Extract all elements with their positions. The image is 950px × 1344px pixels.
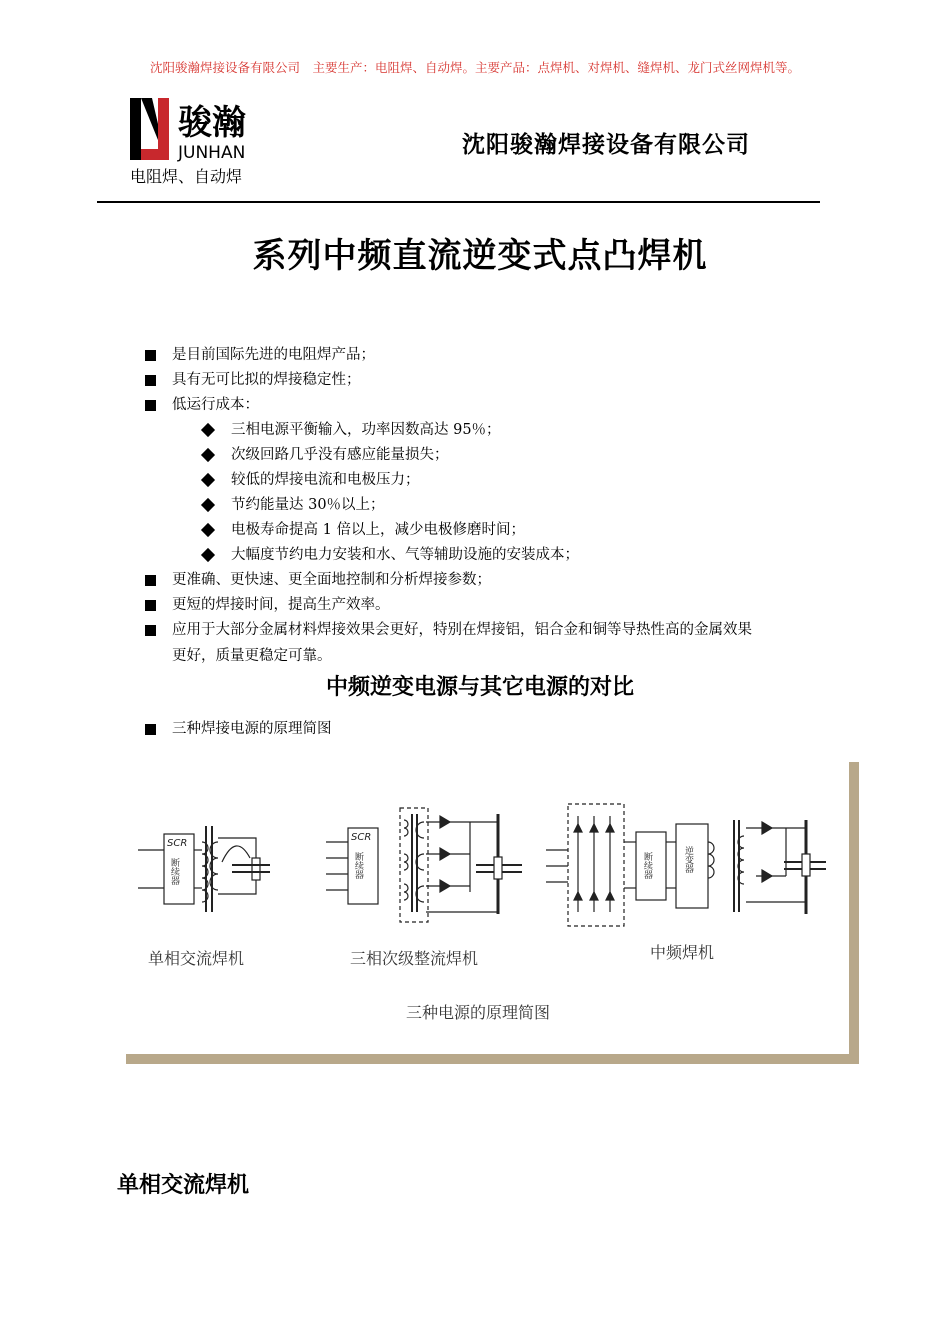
section-heading: 单相交流焊机	[117, 1173, 250, 1198]
comparison-title: 中频逆变电源与其它电源的对比	[325, 675, 634, 700]
sub-feature-item: 三相电源平衡输入，功率因数高达 95％；	[231, 422, 501, 438]
figure-caption: 三种电源的原理简图	[406, 1003, 551, 1022]
scr-label: SCR	[351, 832, 372, 843]
logo-tagline: 电阻焊、自动焊	[130, 167, 243, 186]
square-bullet-icon	[145, 625, 156, 636]
logo-bottom-bar	[141, 149, 169, 160]
company-name: 沈阳骏瀚焊接设备有限公司	[462, 132, 750, 158]
diamond-bullet-icon	[201, 498, 215, 512]
diamond-bullet-icon	[201, 548, 215, 562]
square-bullet-icon	[145, 600, 156, 611]
figure-frame-right	[849, 762, 859, 1064]
feature-item-continuation: 更好，质量更稳定可靠。	[172, 648, 332, 664]
sub-feature-item: 节约能量达 30％以上；	[231, 497, 385, 513]
page-title: 系列中频直流逆变式点凸焊机	[252, 236, 708, 276]
square-bullet-icon	[145, 375, 156, 386]
sub-feature-item: 较低的焊接电流和电极压力；	[231, 472, 420, 488]
square-bullet-icon	[145, 575, 156, 586]
square-bullet-icon	[145, 400, 156, 411]
diamond-bullet-icon	[201, 473, 215, 487]
feature-item: 具有无可比拟的焊接稳定性；	[172, 372, 361, 388]
logo-diagonal	[141, 98, 158, 140]
feature-item: 更准确、更快速、更全面地控制和分析焊接参数；	[172, 572, 491, 588]
power-supply-diagram	[126, 762, 859, 1064]
sub-feature-item: 次级回路几乎没有感应能量损失；	[231, 447, 449, 463]
header-company-line: 沈阳骏瀚焊接设备有限公司 主要生产：电阻焊、自动焊。主要产品：点焊机、对焊机、缝焊机、龙门式丝网焊机等。	[149, 60, 800, 75]
breaker-label: 断续器	[353, 852, 363, 879]
inverter-label: 逆变器	[683, 846, 693, 873]
figure-frame-bottom	[126, 1054, 859, 1064]
diagram-bullet-text: 三种焊接电源的原理简图	[172, 721, 332, 737]
feature-item: 是目前国际先进的电阻焊产品；	[172, 347, 375, 363]
sub-feature-item: 大幅度节约电力安装和水、气等辅助设施的安装成本；	[231, 547, 579, 563]
diamond-bullet-icon	[201, 448, 215, 462]
feature-item: 低运行成本：	[172, 397, 259, 413]
single-phase-ac-schematic	[138, 826, 270, 912]
header-divider	[97, 201, 820, 203]
logo-left-bar	[130, 98, 141, 160]
breaker-label: 断续器	[169, 858, 179, 885]
mid-frequency-label: 中频焊机	[650, 943, 715, 962]
sub-feature-item: 电极寿命提高 1 倍以上，减少电极修磨时间；	[231, 522, 525, 538]
diamond-bullet-icon	[201, 423, 215, 437]
logo-name-cn: 骏瀚	[178, 103, 246, 143]
breaker-label: 断续器	[642, 852, 652, 879]
junhan-logo	[128, 96, 268, 188]
feature-item: 应用于大部分金属材料焊接效果会更好，特别在焊接铝，铝合金和铜等导热性高的金属效果	[172, 622, 752, 638]
diamond-bullet-icon	[201, 523, 215, 537]
square-bullet-icon	[145, 724, 156, 735]
square-bullet-icon	[145, 350, 156, 361]
three-phase-label: 三相次级整流焊机	[350, 949, 479, 968]
scr-label: SCR	[167, 838, 188, 849]
feature-item: 更短的焊接时间，提高生产效率。	[172, 597, 390, 613]
logo-name-en: JUNHAN	[178, 143, 246, 163]
single-phase-label: 单相交流焊机	[148, 949, 245, 968]
